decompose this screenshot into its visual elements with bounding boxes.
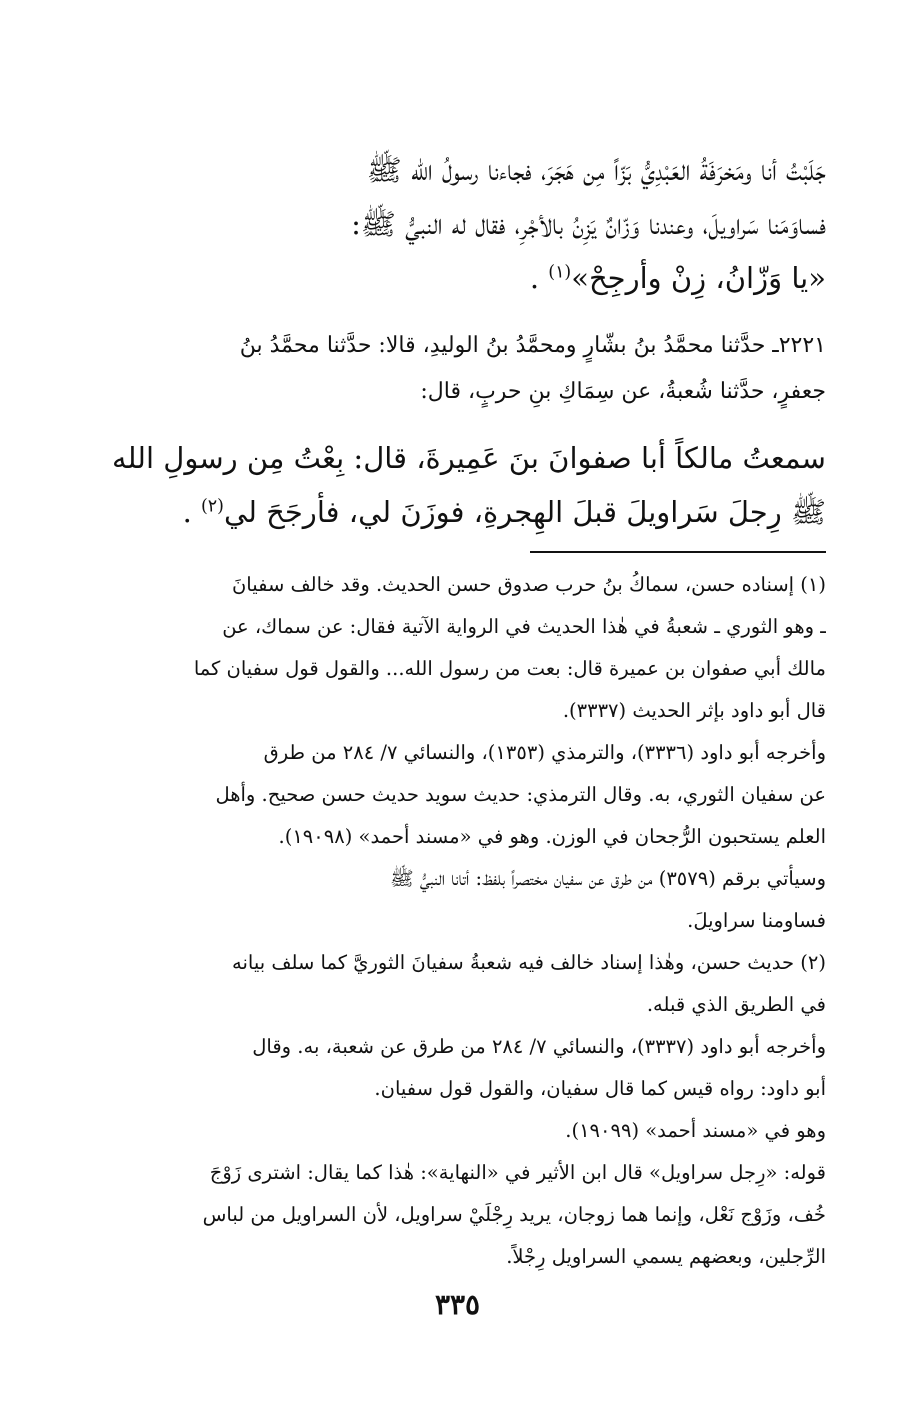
footnote-line: ـ وهو الثوري ـ شعبةُ في هٰذا الحديث في الرواية الآتية فقال: عن سماك، عن: [222, 615, 826, 638]
footnote-line: مالك أبي صفوان بن عميرة قال: بعت من رسول الله... والقول قول سفيان كما: [193, 657, 826, 680]
footnote-line: وأخرجه أبو داود (٣٣٣٦)، والترمذي (١٣٥٣)، والنسائي ٧/ ٢٨٤ من طرق: [263, 741, 826, 764]
footnote-line: العلم يستحبون الرُّجحان في الوزن. وهو في «مسند أحمد» (١٩٠٩٨).: [278, 825, 826, 848]
hadith-end-mark: .: [529, 261, 540, 295]
footnote-line: (١) إسناده حسن، سماكُ بنُ حرب صدوق حسن الحديث. وقد خالف سفيانَ: [231, 573, 826, 596]
hadith-line-text: ﷺ رِجلَ سَراويلَ قبلَ الهِجرةِ، فوزَنَ لي، فأرجَحَ لي: [223, 495, 826, 529]
hadith-line: [108, 485, 826, 539]
footnotes: [108, 564, 826, 1278]
footnote-separator: [530, 551, 826, 553]
footnote-line: الرِّجلين، وبعضهم يسمي السراويل رِجْلاً.: [506, 1245, 826, 1268]
hadith-end-mark: .: [182, 495, 192, 529]
footnote-line: في الطريق الذي قبله.: [646, 993, 826, 1016]
footnote-line: وهو في «مسند أحمد» (١٩٠٩٩).: [565, 1119, 826, 1142]
hadith-line: سمعتُ مالكاً أبا صفوانَ بنَ عَمِيرةَ، قال: بِعْتُ مِن رسولِ الله: [112, 441, 826, 475]
footnote-line: فساومنا سراويلَ.: [687, 909, 826, 932]
hadith-line: جَلَبْتُ أنا ومَخرَفَةُ العَبْدِيُّ بَزّاً مِن هَجَرَ، فجاءنا رسولُ الله ﷺ: [366, 153, 826, 187]
footnote-ref-2[interactable]: (٢): [201, 496, 224, 517]
hadith-line: فساوَمَنا سَراويلَ، وعندنا وَزّانٌ يَزِنُ بالأجْرِ، فقال له النبيُّ ﷺ:: [351, 207, 826, 241]
footnote-line: عن سفيان الثوري، به. وقال الترمذي: حديث سويد حديث حسن صحيح. وأهل: [215, 783, 826, 806]
footnote-line: (٢) حديث حسن، وهٰذا إسناد خالف فيه شعبةُ سفيانَ الثوريَّ كما سلف بيانه: [232, 951, 826, 974]
isnad-line: ٢٢٢١ـ حدَّثنا محمَّدُ بنُ بشّارٍ ومحمَّدُ بنُ الوليدِ، قالا: حدَّثنا محمَّدُ بنُ: [239, 333, 826, 358]
isnad-text: [108, 323, 826, 415]
page-number: ٣٣٥: [434, 1288, 481, 1321]
footnote-line: أبو داود: رواه قيس كما قال سفيان، والقول قول سفيان.: [374, 1077, 826, 1100]
footnote-line: وأخرجه أبو داود (٣٣٣٧)، والنسائي ٧/ ٢٨٤ من طرق عن شعبة، به. وقال: [252, 1035, 826, 1058]
hadith-text-1: [108, 143, 826, 305]
isnad-line: جعفرٍ، حدَّثنا شُعبةُ، عن سِمَاكِ بنِ حربٍ، قال:: [420, 379, 826, 404]
footnote-line: خُف، وزَوْج نَعْل، وإنما هما زوجان، يريد رِجْلَيْ سراويل، لأن السراويل من لباس: [202, 1203, 826, 1226]
footnote-ref-1[interactable]: (١): [548, 262, 572, 283]
hadith-text-2: [108, 431, 826, 539]
hadith-line-text: «يا وَزّانُ، زِنْ وأرجِحْ»: [571, 261, 826, 295]
footnote-line: قوله: «رِجل سراويل» قال ابن الأثير في «النهاية»: هٰذا كما يقال: اشترى زَوْجَ: [209, 1161, 826, 1184]
footnote-line: وسيأتي برقم (٣٥٧٩) من طرق عن سفيان مختصراً بلفظ: أتانا النبيُّ ﷺ: [390, 867, 826, 890]
footnote-line: قال أبو داود بإثر الحديث (٣٣٣٧).: [562, 699, 826, 722]
hadith-line: [108, 251, 826, 305]
